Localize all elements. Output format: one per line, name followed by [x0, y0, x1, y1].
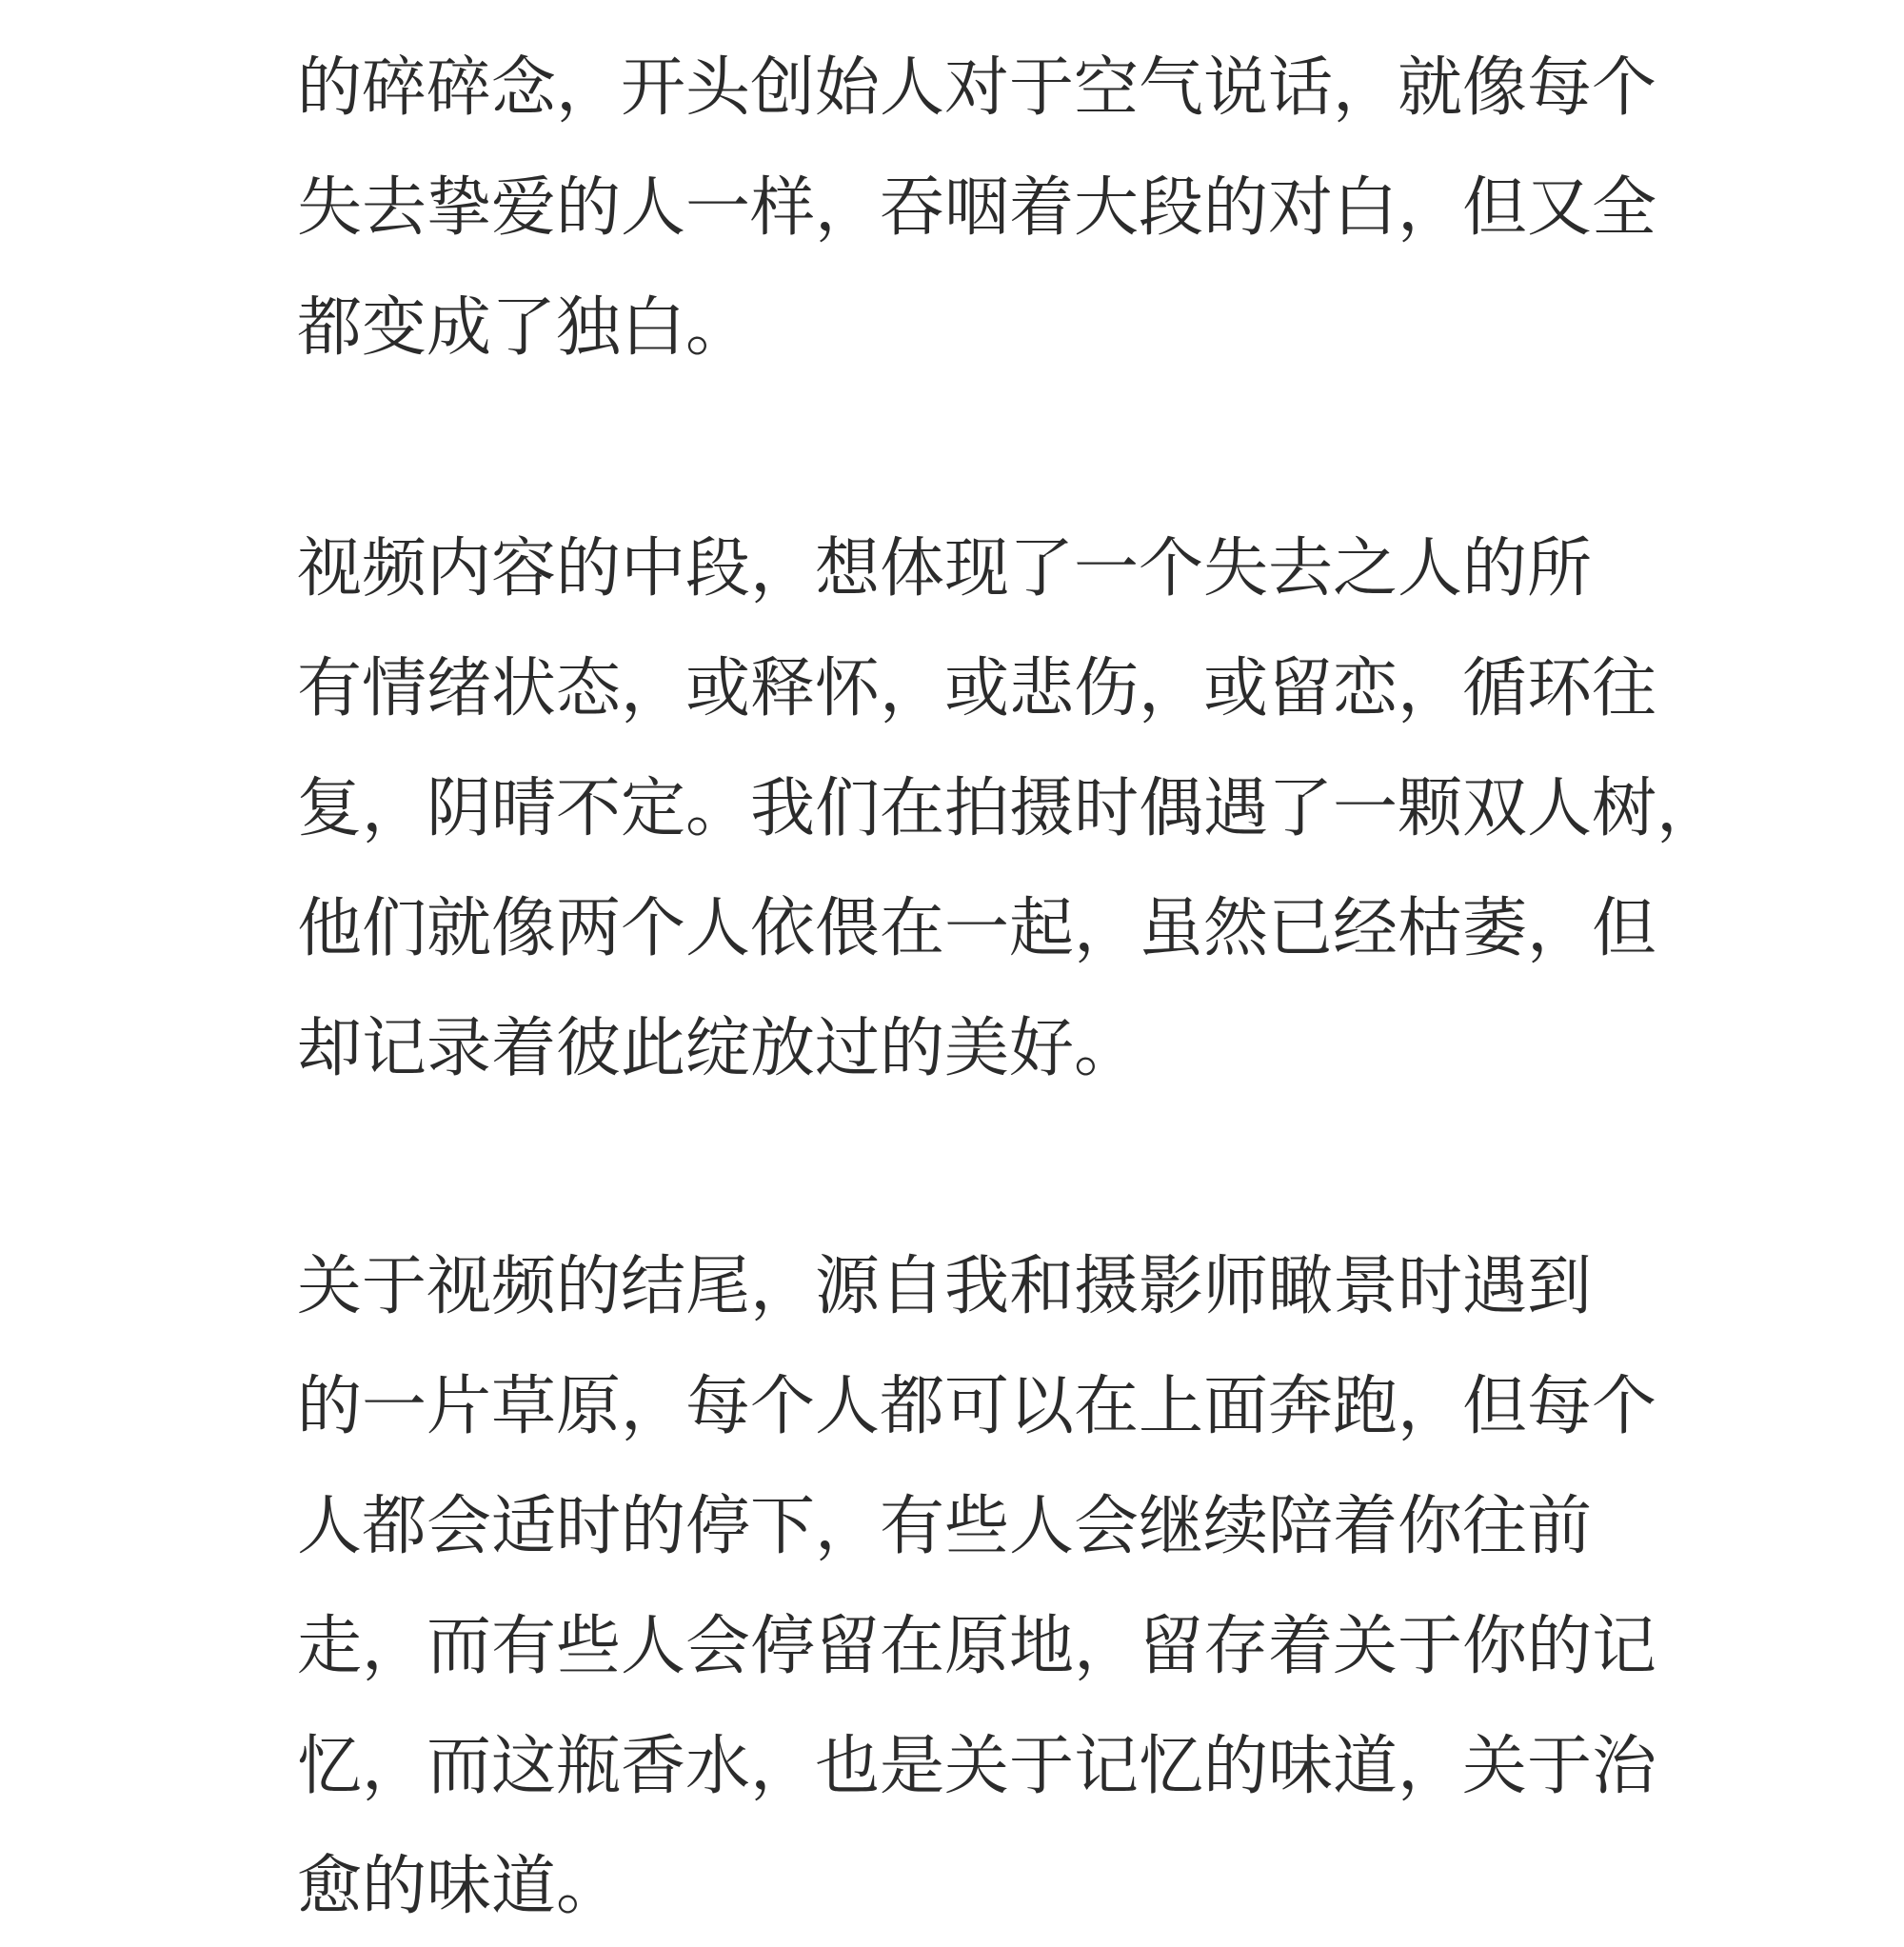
text-line: 愈的味道。	[297, 1849, 622, 1924]
text-line: 视频内容的中段，想体现了一个失去之人的所	[297, 531, 1593, 606]
text-line: 他们就像两个人依偎在一起，虽然已经枯萎，但	[297, 891, 1657, 966]
text-line: 复，阴晴不定。我们在拍摄时偶遇了一颗双人树，	[297, 771, 1722, 846]
text-line: 关于视频的结尾，源自我和摄影师瞰景时遇到	[297, 1249, 1593, 1324]
text-line: 的碎碎念，开头创始人对于空气说话，就像每个	[297, 50, 1657, 126]
text-line: 都变成了独白。	[297, 290, 751, 366]
text-line: 却记录着彼此绽放过的美好。	[297, 1011, 1140, 1086]
text-line: 走，而有些人会停留在原地，留存着关于你的记	[297, 1609, 1657, 1684]
text-line: 忆，而这瓶香水，也是关于记忆的味道，关于治	[297, 1729, 1657, 1804]
text-line: 失去挚爱的人一样，吞咽着大段的对白，但又全	[297, 170, 1657, 246]
text-line: 人都会适时的停下，有些人会继续陪着你往前	[297, 1489, 1593, 1564]
text-line: 的一片草原，每个人都可以在上面奔跑，但每个	[297, 1369, 1657, 1444]
text-line: 有情绪状态，或释怀，或悲伤，或留恋，循环往	[297, 651, 1657, 726]
